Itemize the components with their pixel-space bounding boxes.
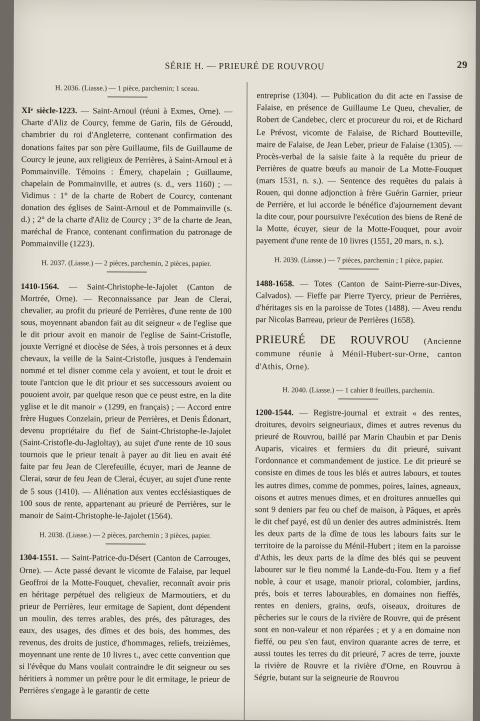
divider-rule	[105, 543, 145, 544]
divider-rule	[106, 272, 146, 273]
entry-text: — Reconnaissance par Jean de Clerai, chevalier, au profit du prieuré de Perrières, d'une rente de 100 sous, moyennant abandon fait au dit seigneur « de l'eglise que le dit priour avoit en manoir de l'eglise de Saint-Cristofle, jouxte Verrigné et diocèse de Sées, à trois personnes et à deux chevaux, la veille de la Saint-Cristofle, jusques à l'endemain nommé et tel disner comme cela y avoient, et tout le droit et toute l'antcion que le dit priour et ses successours avoient ou pouoient avoir, par quelque reson que ce peust estre, en la dite yglise et le dit manoir » (1299, en français) ; — Accord entre frère Hugues Conzelain, prieur de Perrières, et Denis Édonart, devenu propriétaire du fief de Saint-Christophe-le-Jajolet (Saint-Cristofle-du-Jagloltay), au sujet d'une rente de 10 sous tournois que le prieur tenait à payer au dit lieu en avait été faite par feu Jean de Clerefeuille, écuyer, mari de Jeanne de Clerai, sœur de feu Jean de Clerai, écuyer, au sujet d'une rente de 5 sous (1410). — Aliénation aux ventes ecclésiastiques de 100 sous de rente, appartenant au prieuré de Perrières, sur le manoir de Saint-Christophe-le-Jajolet (1564).	[19, 294, 232, 521]
entry-place: — Saint-Christophe-le-Jajolet (Canton de Mortrée, Orne).	[20, 281, 232, 304]
running-title: SÉRIE H. — PRIEURÉ DE ROUVROU	[164, 60, 325, 72]
liasse-meta: H. 2036. (Liasse.) — 1 pièce, parchemin; 1 sceau.	[55, 84, 200, 93]
entry-date: 1304-1551.	[19, 553, 58, 563]
entry-rouvrou	[254, 407, 461, 685]
right-column	[254, 82, 463, 721]
entry-continuation: entreprise (1304). — Publication du dit acte en l'assise de Falaise, en présence de Guillaume Le Queu, chevalier, de Robert de Candebec, clerc et procureur du roi, et de Richard Le Prévost, vicomte de Falaise, de Richard Boutteville, maire de Falaise, de Jean Leber, prieur de Falaise (1305). — Procès-verbal de la saisie faite à la requête du prieur de Perrières de quatre bœufs au manoir de La Motte-Fouquet (mars 1531, n. s.). — Sentence des requêtes du palais à Rouen, qui donne adjonction à frère Guérin Garnier, prieur de Perrière, et lui accorde le bénéfice d'ajournement devant la dite cour, pour poursuivre l'exécution des biens de René de la Motte, écuyer, sieur de la Motte-Fouquet, pour avoir payement d'une rente de 10 livres (1551, 20 mars, n. s.).	[255, 91, 463, 246]
liasse-meta: H. 2039. (Liasse.) — 7 pièces, parchemin ; 1 pièce, papier.	[274, 256, 444, 266]
liasse-meta: H. 2040. (Liasse.) — 1 cahier 8 feuillets, parchemin.	[282, 386, 435, 395]
divider-rule	[339, 269, 379, 270]
entry-totes	[256, 278, 462, 327]
page-number: 29	[456, 59, 468, 71]
entry-saint-patrice	[19, 552, 231, 697]
entry-saint-arnoul	[21, 105, 233, 250]
entry-text: — Charte d'Aliz de Courcy, femme de Garin, fils de Géroudd, chambrier du roi d'Angleterre, contenant confirmation des donations faites par son père Guillaume, fils de Guillaume de Courcy le jeune, aux religieux de Perrières, à Saint-Arnoul et à Pommainville. Témoins : Émery, chapelain ; Guillaume, chapelain de Pommainville, et autres (s. d., vers 1160) ; — Vidimus : 1° de la charte de Robert de Courcy, contenant donation des églises de Saint-Arnoul et de Pommainville (s. d.) ; 2° de la charte d'Aliz de Courcy ; 3° de la charte de Jean, maréchal de France, contenant confirmation du patronage de Pommainville (1223).	[20, 107, 233, 249]
section-heading	[255, 334, 461, 374]
entry-place: — Saint-Patrice-du-Désert (Canton de Carrouges, Orne).	[19, 553, 231, 575]
entry-place: — Totes (Canton de Saint-Pierre-sur-Dives, Calvados).	[255, 279, 462, 301]
entry-saint-christophe	[20, 281, 232, 523]
entry-date: 1488-1658.	[255, 278, 295, 288]
entry-text: — Fieffe par Pierre Tyercy, prieur de Perrières, d'héritages sis en la paroisse de Totes (1488). — Aveu rendu par Nicolas Barreau, prieur de Perrières (1658).	[255, 291, 462, 325]
entry-text: — Registre-journal et extrait « des rentes, droitures, devoirs seigneuriaux, dimes et autres revenus du prieuré de Rouvrou, baillé par Marin Chaubin et par Denis Auparis, vicaires et fermiers du dit prieuré, suivant l'ordonnance et commandement de justice. Le dit prieuré se consiste en dimes de tous les blés et autres labours, et toutes les autres dimes, comme de pommes, poires, laines, agneaux, oisons et autres menues dimes, et en droitures annuelles qui sont 9 deniers par feu ou chef de maison, à Pâques, et après le dit chef payé, est dû un denier des autres administrés. Item les deux parts de la dîme de tous les labours faits sur le territoire de la paroisse du Ménil-Hubert ; item en la paroisse d'Athis, les deux parts de la dîme des blés qui se peuvent labourer sur le fieu nommé la Lande-du-Fou. Item y a fief noble, à cour et usage, manoir prioral, colombier, jardins, prés, bois et terres labourables, en domaines non fieffés, rentes en deniers, grains, œufs, oiseaux, droitures de pêcheries sur le cours de la rivière de Rouvre, qui de présent sont en non-valeur et non réparées ; et y a en domaine non fieffé, ou peu s'en faut, environ quarante acres de terre, et aussi toutes les terres du dit prieuré, 7 acres de terre, jouxte la rivière de Rouvre et la rivière d'Orne, en Rouvrou à Ségrie, butant sur la seigneurie de Rouvrou	[254, 408, 462, 683]
column-divider	[244, 82, 248, 720]
section-title: PRIEURÉ DE ROUVROU	[255, 334, 410, 348]
divider-rule	[107, 96, 147, 97]
entry-place: — Saint-Arnoul (réuni à Exmes, Orne).	[80, 106, 221, 117]
entry-text: — Acte passé devant le vicomte de Falaise, par lequel Geoffroi de la Motte-Fouquet, chevalier, reconnaît avoir pris en héritage perpétuel des religieux de Marmoutiers, et du prieur de Perrières, leur ermitage de Sapient, dont dépendent un moulin, des terres arables, des prés, des pâturages, des eaux, des usages, des dîmes et des bois, des hommes, des revenus, des droits de justice, d'hommages, reliefs, treizièmes, moyennant une rente de 10 livres t., avec cette convention que si l'évêque du Mans voulait contraindre le dit seigneur ou ses héritiers à nommer un prêtre pour le dit ermitage, le prieur de Perrières s'engage à le garantir de cette	[18, 565, 231, 696]
divider-rule	[338, 398, 378, 399]
section-note: (Ancienne commune réunie à Ménil-Hubert-sur-Orne, canton d'Athis, Orne).	[255, 337, 462, 372]
entry-date: XIᵉ siècle-1223.	[21, 106, 78, 116]
liasse-meta: H. 2038. (Liasse.) — 2 pièces, parchemin ; 3 pièces, papier.	[39, 531, 212, 540]
entry-date: 1200-1544.	[255, 408, 294, 418]
entry-date: 1410-1564.	[20, 281, 60, 291]
running-header	[14, 58, 476, 74]
left-column	[19, 81, 233, 720]
book-page	[11, 0, 476, 721]
liasse-meta: H. 2037. (Liasse.) — 2 pièces, parchemin, 2 pièces, papier.	[41, 259, 212, 269]
